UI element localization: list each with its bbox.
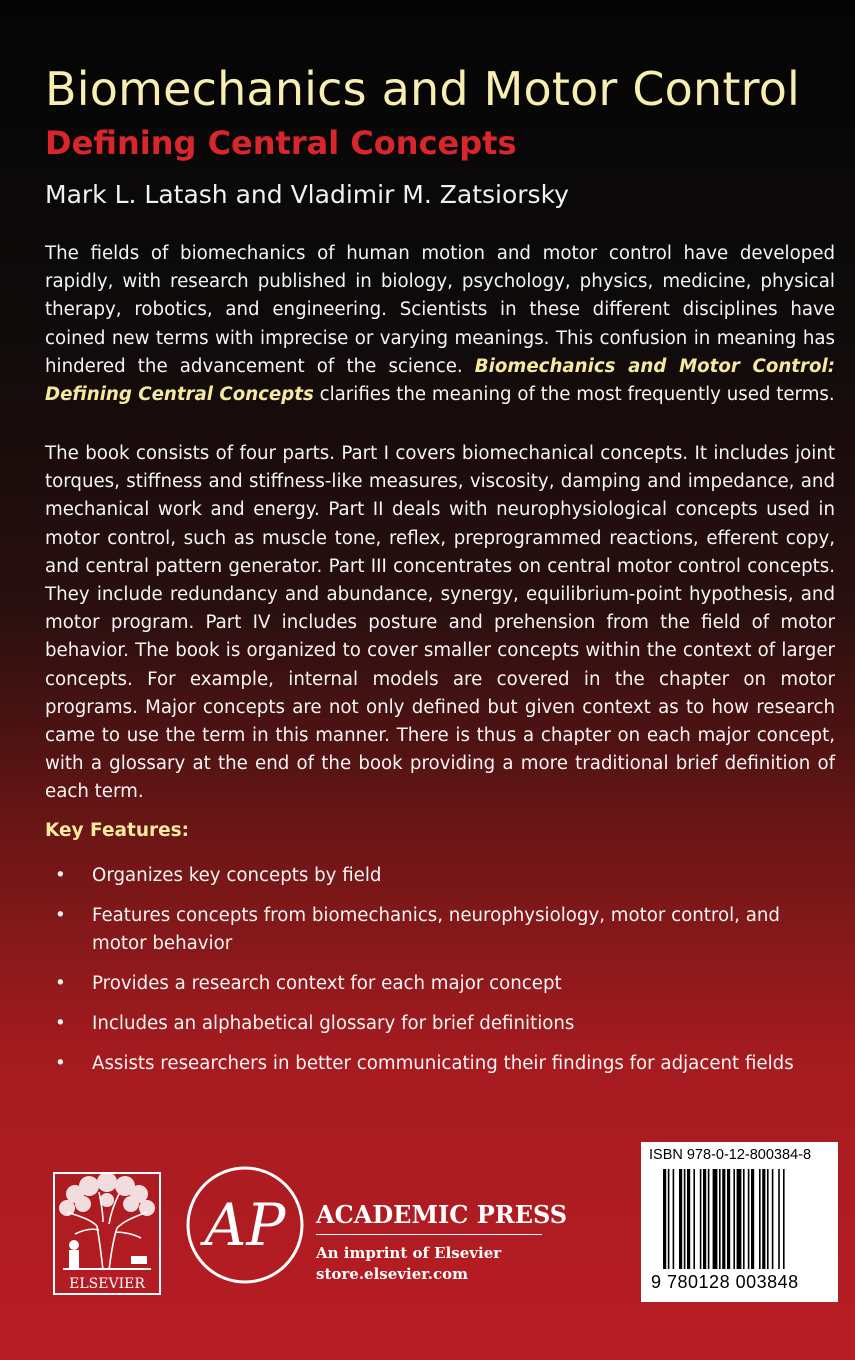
bullet-icon: • (55, 1053, 66, 1074)
ap-monogram: AP (204, 1191, 286, 1259)
list-item (45, 902, 835, 958)
description-paragraph-1 (45, 240, 835, 409)
p1-title-highlight: Biomechanics and Motor Control: Defining Central Concepts (45, 355, 835, 406)
list-item (45, 1010, 835, 1038)
feature-text: Organizes key concepts by field (92, 865, 382, 886)
book-subtitle: Defining Central Concepts (45, 124, 517, 162)
bullet-icon: • (55, 1013, 66, 1034)
book-title: Biomechanics and Motor Control (45, 62, 801, 116)
key-features-heading: Key Features: (45, 820, 190, 841)
p1-text-before: The fields of biomechanics of human motion and motor control have developed rapidly, with research published in biology, psychology, physics, medicine, physical therapy, robotics, and engineering. Scientists in these different disciplines have coined new terms with imprecise or varying meanings. This confusion in meaning has hindered the advancement of the science. (45, 243, 835, 377)
barcode-icon (663, 1169, 823, 1271)
publisher-store-url: store.elsevier.com (316, 1265, 468, 1283)
barcode-digits: 9 780128 003848 (651, 1272, 799, 1292)
feature-text: Includes an alphabetical glossary for brief definitions (92, 1013, 575, 1034)
bullet-icon: • (55, 865, 66, 886)
p1-text-after: clarifies the meaning of the most frequently used terms. (313, 384, 835, 406)
elsevier-wordmark: ELSEVIER (69, 1276, 145, 1292)
bullet-icon: • (55, 905, 66, 926)
isbn-barcode-panel (641, 1142, 838, 1302)
feature-text: Features concepts from biomechanics, neurophysiology, motor control, and motor behavior (92, 905, 780, 954)
feature-text: Provides a research context for each major concept (92, 973, 562, 994)
academic-press-ap-logo-icon (185, 1165, 305, 1285)
publisher-imprint: An imprint of Elsevier (316, 1244, 502, 1262)
description-paragraph-2: The book consists of four parts. Part I covers biomechanical concepts. It includes joint torques, stiffness and stiffness-like measures, viscosity, damping and impedance, and mechanical work and energy. Part II deals with neurophysiological concepts used in motor control, such as muscle tone, reflex, preprogrammed reactions, efferent copy, and central pattern generator. Part III concentrates on central motor control concepts. They include redundancy and abundance, synergy, equilibrium-point hypothesis, and motor program. Part IV includes posture and prehension from the field of motor behavior. The book is organized to cover smaller concepts within the context of larger concepts. For example, internal models are covered in the chapter on motor programs. Major concepts are not only defined but given context as to how research came to use the term in this manner. There is thus a chapter on each major concept, with a glossary at the end of the book providing a more traditional brief definition of each term. (45, 443, 835, 803)
isbn-label: ISBN 978-0-12-800384-8 (649, 1147, 812, 1163)
list-item (45, 970, 835, 998)
list-item (45, 1050, 835, 1078)
publisher-name: ACADEMIC PRESS (316, 1200, 568, 1229)
feature-text: Assists researchers in better communicating their findings for adjacent fields (92, 1053, 794, 1074)
publisher-divider (316, 1234, 542, 1235)
list-item (45, 862, 835, 890)
elsevier-tree-logo-icon (53, 1172, 161, 1295)
key-features-list (45, 862, 835, 1090)
book-authors: Mark L. Latash and Vladimir M. Zatsiorsky (45, 180, 569, 209)
bullet-icon: • (55, 973, 66, 994)
